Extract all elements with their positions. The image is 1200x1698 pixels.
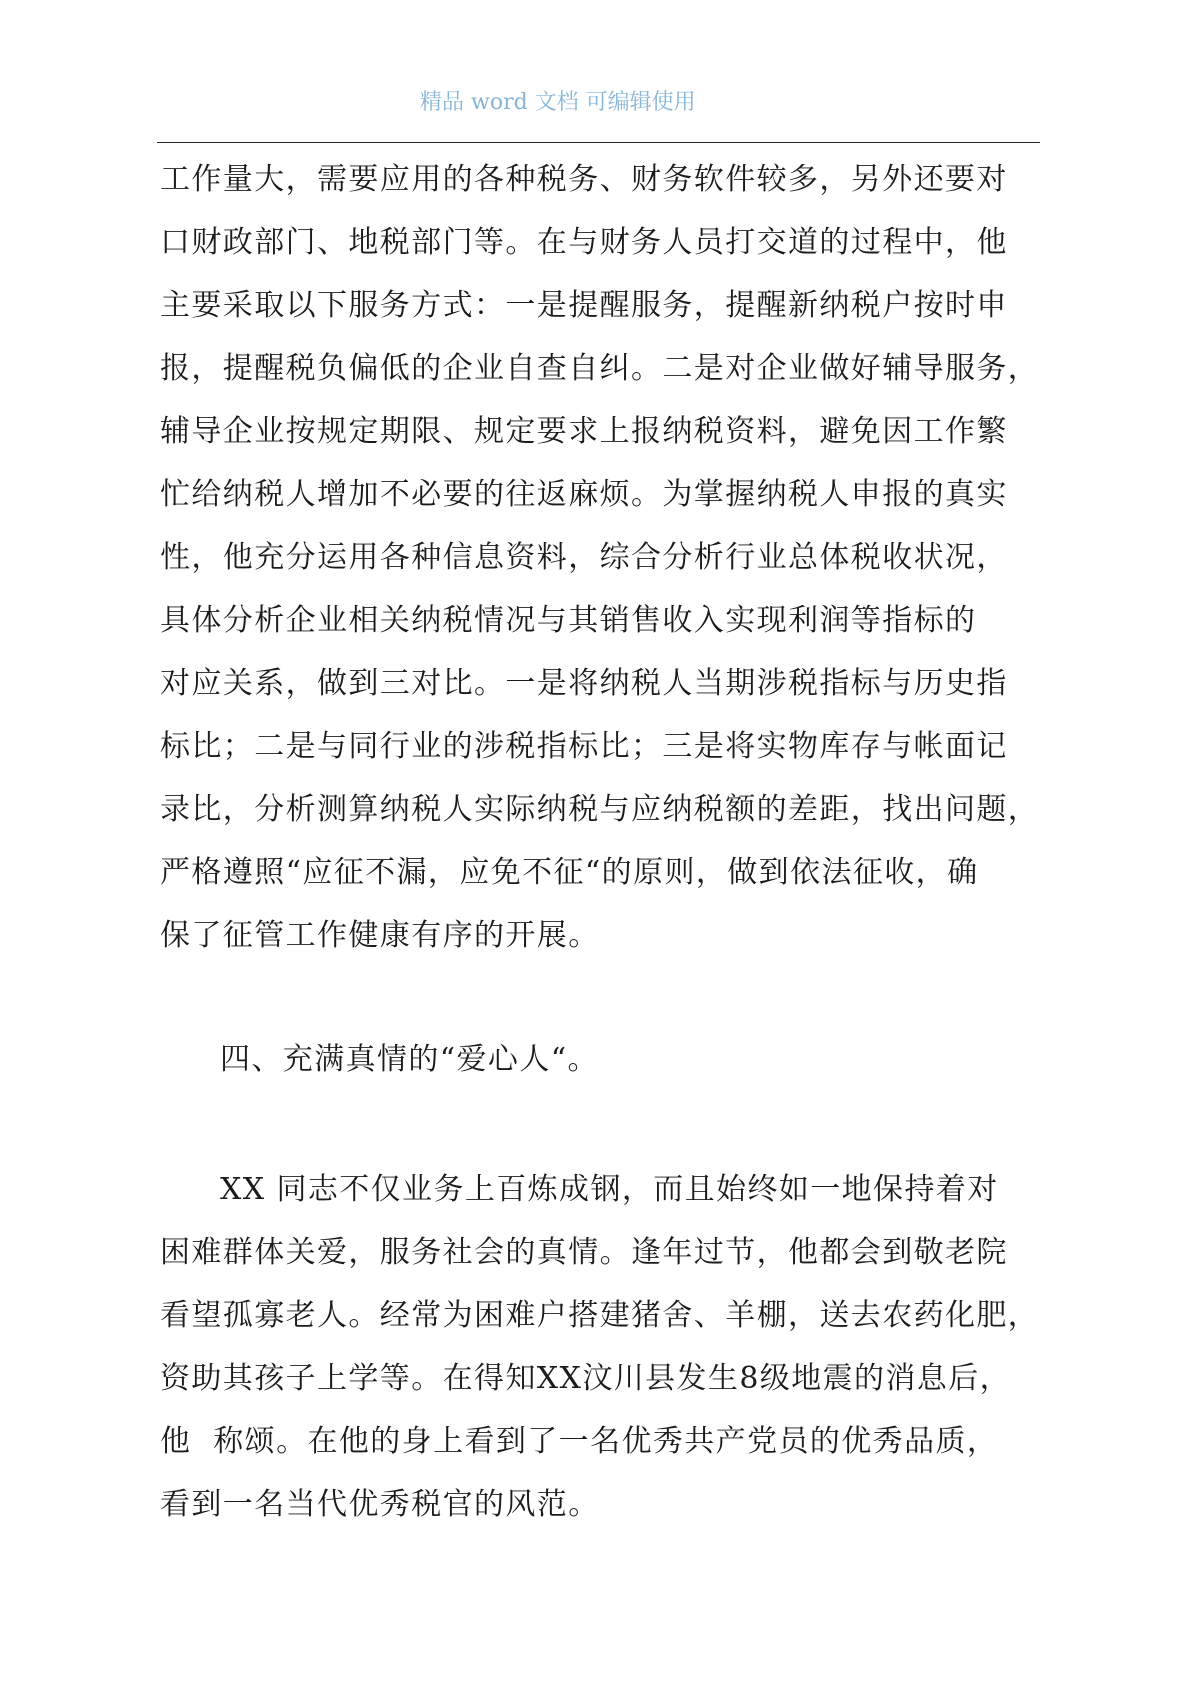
paragraph-line: 对应关系，做到三对比。一是将纳税人当期涉税指标与历史指 (160, 666, 1008, 701)
paragraph-line: 性，他充分运用各种信息资料，综合分析行业总体税收状况， (160, 540, 1008, 575)
paragraph-line: 主要采取以下服务方式：一是提醒服务，提醒新纳税户按时申 (160, 288, 1008, 323)
paragraph-line: 看到一名当代优秀税官的风范。 (160, 1487, 600, 1522)
paragraph-line: 严格遵照“应征不漏，应免不征“的原则，做到依法征收，确 (160, 855, 979, 890)
paragraph-line: 资助其孩子上学等。在得知XX汶川县发生8级地震的消息后， (160, 1361, 1012, 1396)
page-header-title: 精品 word 文档 可编辑使用 (420, 90, 696, 115)
paragraph-line: 工作量大，需要应用的各种税务、财务软件较多，另外还要对 (160, 162, 1008, 197)
paragraph-line: 困难群体关爱，服务社会的真情。逢年过节，他都会到敬老院 (160, 1235, 1008, 1270)
paragraph-line: 忙给纳税人增加不必要的往返麻烦。为掌握纳税人申报的真实 (160, 477, 1008, 512)
body-paragraph (160, 148, 1060, 967)
paragraph-line: 具体分析企业相关纳税情况与其销售收入实现利润等指标的 (160, 603, 977, 638)
paragraph-line: 他 称颂。在他的身上看到了一名优秀共产党员的优秀品质， (160, 1424, 999, 1459)
paragraph-line: 报，提醒税负偏低的企业自查自纠。二是对企业做好辅导服务， (160, 351, 1040, 386)
paragraph-line: 标比；二是与同行业的涉税指标比；三是将实物库存与帐面记 (160, 729, 1008, 764)
section-heading: 四、充满真情的“爱心人“。 (220, 1042, 599, 1077)
paragraph-line: 口财政部门、地税部门等。在与财务人员打交道的过程中，他 (160, 225, 1008, 260)
header-rule (157, 142, 1040, 143)
paragraph-line: 看望孤寡老人。经常为困难户搭建猪舍、羊棚，送去农药化肥， (160, 1298, 1040, 1333)
paragraph-line: 录比，分析测算纳税人实际纳税与应纳税额的差距，找出问题， (160, 792, 1040, 827)
paragraph-line: 保了征管工作健康有序的开展。 (160, 918, 600, 953)
paragraph-line: 辅导企业按规定期限、规定要求上报纳税资料，避免因工作繁 (160, 414, 1008, 449)
body-paragraph (160, 1158, 1060, 1536)
paragraph-line: XX 同志不仅业务上百炼成钢，而且始终如一地保持着对 (220, 1172, 999, 1207)
section-heading-block (160, 1028, 1060, 1091)
